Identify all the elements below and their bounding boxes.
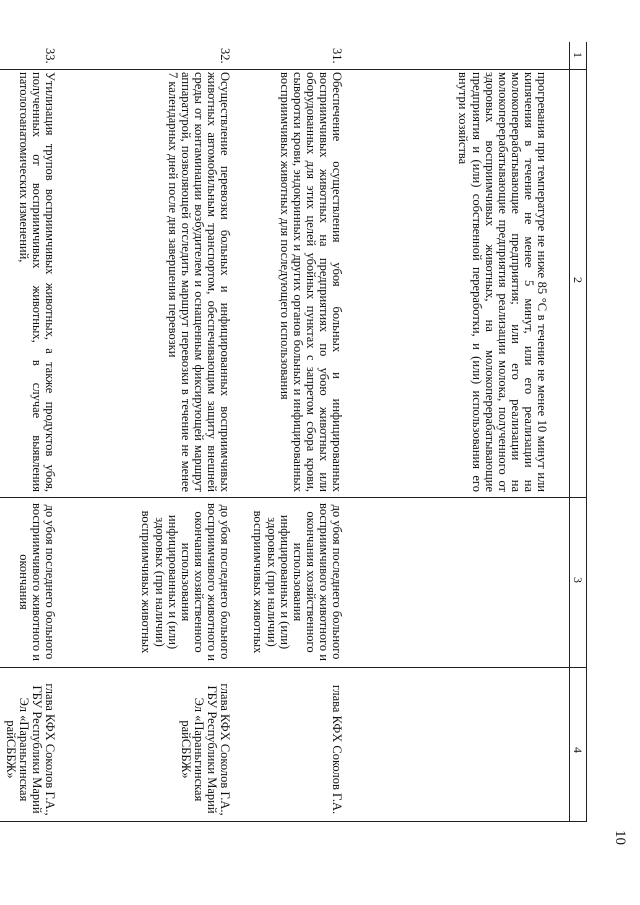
table-header-row bbox=[569, 42, 587, 822]
row-32-measure: Осуществление перевозки больных и инфицированных восприимчивых животных автомобильным транспортом, обеспечивающим защиту внешней среды от контаминации возбудителем и оснащенным фиксирующей маршрут аппаратурой, позволяющей отследить маршрут перевозки в течение не менее 7 календарных дней после дня завершения перевозки bbox=[165, 72, 232, 492]
row-33-term: до убоя последнего больного восприимчивого животного и окончания bbox=[16, 503, 57, 661]
continuation-text: прогревания при температуре не ниже 85 °С в течение не менее 10 минут или кипячения в течение не менее 5 минут, или его реализации на молокоперерабатывающие предприятия; или его реализации на молокоперерабатывающие предприятия реализации молока, полученного от здоровых восприимчивых животных, на молокоперерабатывающие предприятия и (или) собственной переработки, и (или) использования его внутри хозяйства bbox=[456, 72, 549, 492]
row-32-number: 32. bbox=[218, 48, 232, 64]
row-31-measure: Обеспечение осуществления убоя больных и инфицированных восприимчивых животных на предприятиях по убою животных или оборудованных для этих целей убойных пунктах с запретом сбора крови, сыворотки крови, эндокринных и других органов больных и инфицированных восприимчивых животных для последующего использования bbox=[277, 72, 344, 492]
column-divider bbox=[0, 821, 587, 822]
header-col-1: 1 bbox=[571, 52, 585, 58]
column-divider bbox=[0, 69, 587, 70]
row-31-term: до убоя последнего больного восприимчивого животного и окончания хозяйственного использования инфицированных и (или) здоровых (при наличии) восприимчивых животных bbox=[251, 503, 344, 661]
header-col-3: 3 bbox=[571, 577, 585, 583]
row-33-measure: Утилизация трупов восприимчивых животных, а также продуктов убоя, полученных от восприимчивых животных, в случае выявления патологоанатомических изменений, bbox=[16, 72, 57, 492]
row-33-number: 33. bbox=[43, 48, 57, 64]
column-divider bbox=[0, 497, 587, 498]
row-31-responsible: глава КФХ Соколов Г.А. bbox=[330, 684, 344, 815]
row-32-responsible: глава КФХ Соколов Г.А., ГБУ Республики Марий Эл «Параньгинская райСББЖ» bbox=[178, 683, 232, 816]
row-32-term: до убоя последнего больного восприимчивого животного и окончания хозяйственного использования инфицированных и (или) здоровых (при наличии) восприимчивых животных bbox=[139, 503, 232, 661]
header-col-2: 2 bbox=[571, 277, 585, 283]
row-33-responsible: глава КФХ Соколов Г.А., ГБУ Республики Марий Эл «Параньгинская райСББЖ» bbox=[3, 683, 57, 816]
measures-table bbox=[0, 42, 587, 822]
column-divider bbox=[0, 667, 587, 668]
page-number: 10 bbox=[612, 830, 628, 845]
row-31-number: 31. bbox=[330, 48, 344, 64]
header-col-4: 4 bbox=[571, 747, 585, 753]
